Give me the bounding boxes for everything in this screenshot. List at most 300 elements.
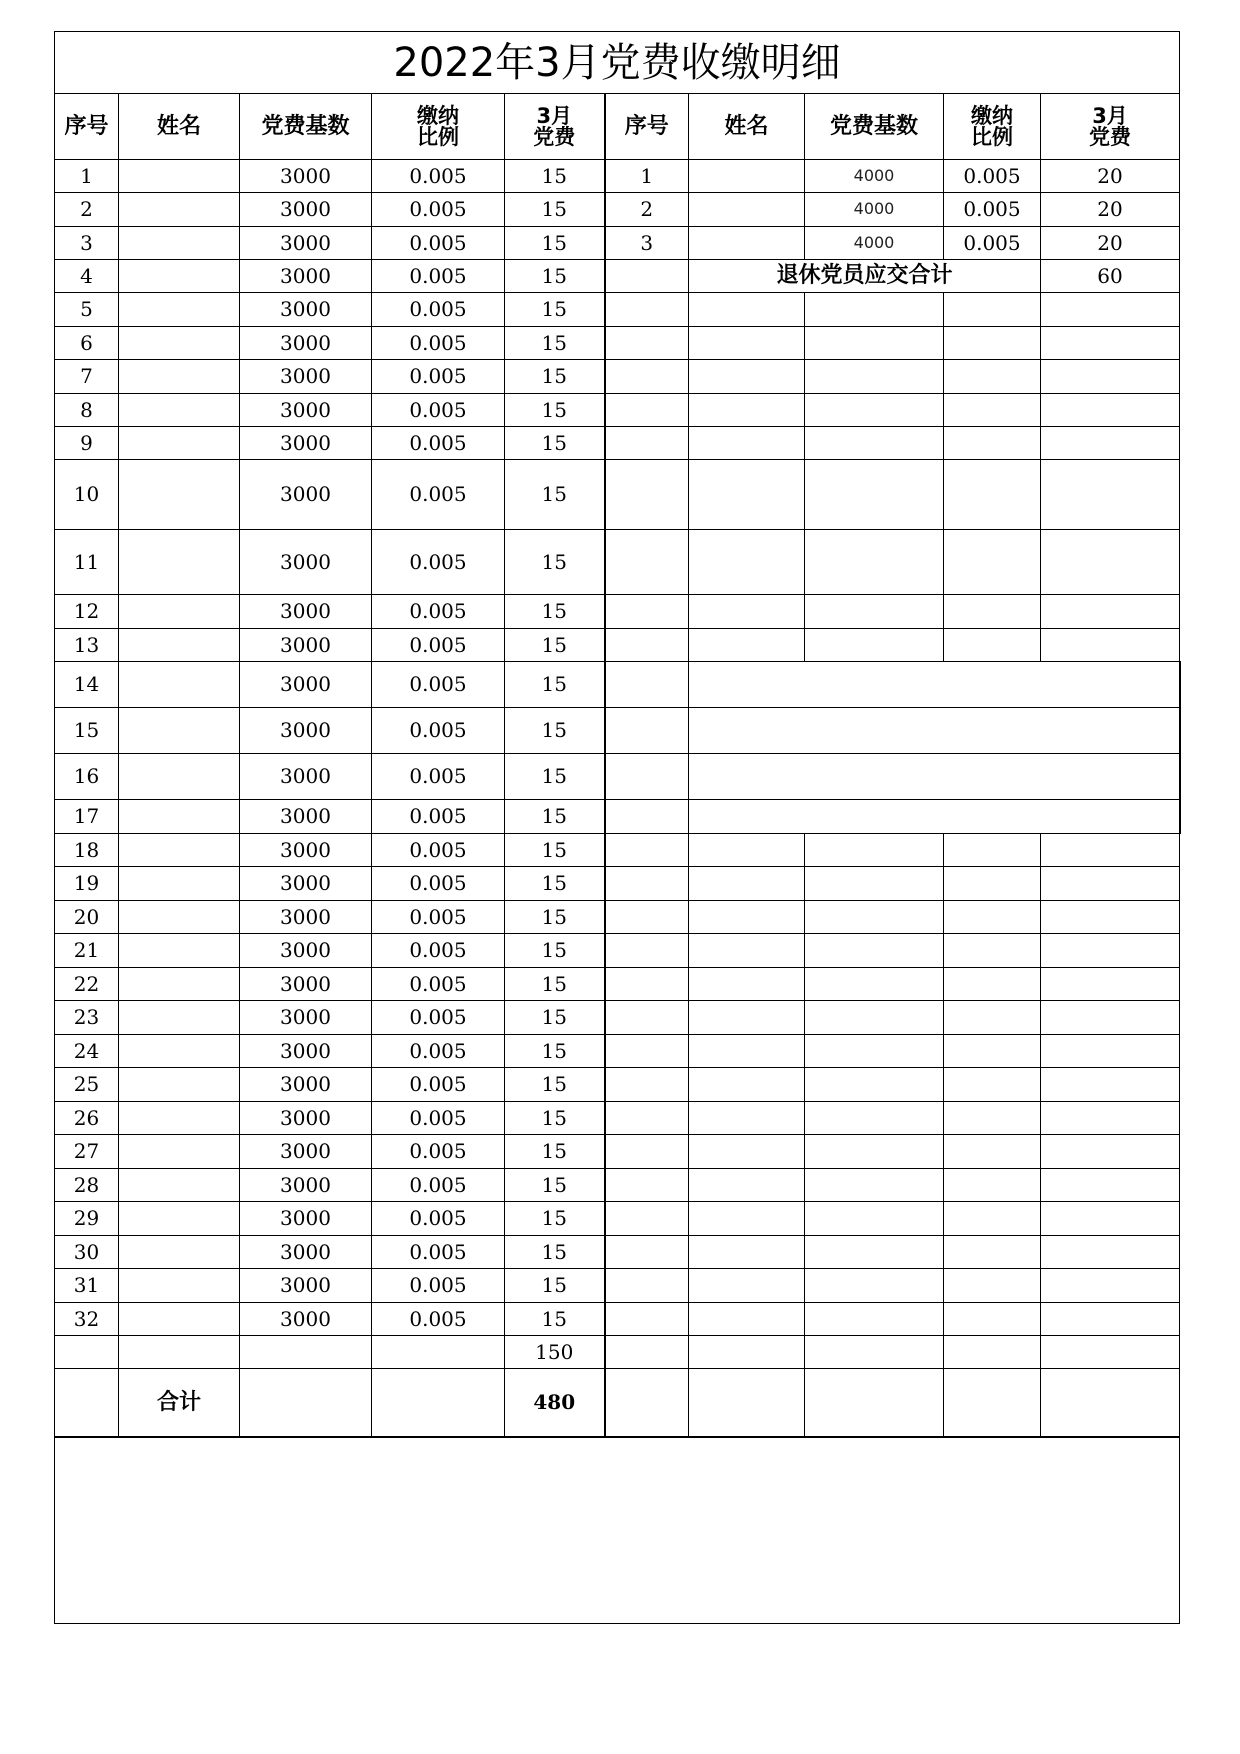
cell-name-right[interactable] <box>689 1303 805 1336</box>
merged-blank-cell <box>689 708 1180 754</box>
cell-base: 3000 <box>240 293 372 327</box>
cell-fee: 15 <box>505 934 605 968</box>
total-blank <box>240 1369 372 1437</box>
cell-name[interactable] <box>119 1102 240 1135</box>
cell-name-right[interactable] <box>689 530 805 595</box>
cell-fee-right: 20 <box>1041 160 1180 193</box>
cell-ratio: 0.005 <box>372 160 505 193</box>
cell-base: 3000 <box>240 708 372 754</box>
cell-base-right <box>805 1068 944 1102</box>
cell-base-right <box>805 934 944 968</box>
cell-name-right[interactable] <box>689 160 805 193</box>
cell-ratio-right <box>944 1035 1041 1068</box>
cell-fee-right <box>1041 530 1180 595</box>
cell-seq: 16 <box>55 754 119 800</box>
cell-name[interactable] <box>119 595 240 629</box>
cell-base: 3000 <box>240 662 372 708</box>
cell-seq-right <box>605 530 689 595</box>
cell-ratio-right <box>944 293 1041 327</box>
cell-ratio: 0.005 <box>372 1068 505 1102</box>
cell-ratio-right <box>944 968 1041 1001</box>
cell-base: 3000 <box>240 1135 372 1169</box>
cell-ratio-right <box>944 1068 1041 1102</box>
cell-fee-right <box>1041 834 1180 867</box>
cell-seq: 22 <box>55 968 119 1001</box>
table-row <box>55 800 1181 834</box>
cell-ratio: 0.005 <box>372 193 505 227</box>
cell-name-right[interactable] <box>689 360 805 394</box>
subtotal-blank <box>372 1336 505 1369</box>
cell-name-right[interactable] <box>689 1202 805 1236</box>
header-fee-right-line1: 3月 <box>1092 103 1128 128</box>
cell-name-right[interactable] <box>689 1236 805 1269</box>
table-row <box>55 327 1181 360</box>
cell-fee-right <box>1041 968 1180 1001</box>
header-ratio-right-line1: 缴纳 <box>971 103 1013 128</box>
cell-ratio: 0.005 <box>372 1236 505 1269</box>
cell-name-right[interactable] <box>689 394 805 427</box>
subtotal-blank <box>689 1336 805 1369</box>
cell-seq-right <box>605 360 689 394</box>
cell-fee: 15 <box>505 1202 605 1236</box>
cell-name-right[interactable] <box>689 293 805 327</box>
cell-fee: 15 <box>505 530 605 595</box>
cell-seq-right <box>605 595 689 629</box>
cell-name-right[interactable] <box>689 460 805 530</box>
cell-seq-right <box>605 834 689 867</box>
header-row <box>55 94 1181 160</box>
cell-name[interactable] <box>119 293 240 327</box>
cell-fee: 15 <box>505 595 605 629</box>
cell-seq: 25 <box>55 1068 119 1102</box>
cell-fee-right <box>1041 1202 1180 1236</box>
header-name: 姓名 <box>119 94 240 160</box>
subtotal-blank <box>55 1336 119 1369</box>
cell-ratio: 0.005 <box>372 901 505 934</box>
cell-name[interactable] <box>119 1135 240 1169</box>
total-label: 合计 <box>119 1369 240 1437</box>
cell-base-right <box>805 293 944 327</box>
cell-name[interactable] <box>119 160 240 193</box>
cell-name-right[interactable] <box>689 327 805 360</box>
table-row <box>55 1303 1181 1336</box>
cell-base: 3000 <box>240 1303 372 1336</box>
table-row <box>55 530 1181 595</box>
cell-base: 3000 <box>240 968 372 1001</box>
cell-seq-right: 1 <box>605 160 689 193</box>
subtotal-blank <box>605 1336 689 1369</box>
cell-name[interactable] <box>119 834 240 867</box>
cell-name-right[interactable] <box>689 1269 805 1303</box>
cell-base-right <box>805 867 944 901</box>
notes-area[interactable] <box>55 1437 1180 1624</box>
cell-seq-right <box>605 1236 689 1269</box>
total-value: 480 <box>505 1369 605 1437</box>
table-row <box>55 867 1181 901</box>
table-row <box>55 934 1181 968</box>
cell-name-right[interactable] <box>689 595 805 629</box>
cell-base: 3000 <box>240 595 372 629</box>
cell-ratio: 0.005 <box>372 227 505 260</box>
cell-seq-right <box>605 394 689 427</box>
cell-name[interactable] <box>119 800 240 834</box>
cell-ratio: 0.005 <box>372 867 505 901</box>
cell-fee: 15 <box>505 834 605 867</box>
cell-name-right[interactable] <box>689 1102 805 1135</box>
cell-fee: 15 <box>505 160 605 193</box>
cell-seq: 8 <box>55 394 119 427</box>
cell-base-right <box>805 1269 944 1303</box>
cell-base-right: 4000 <box>805 193 944 227</box>
header-name-right: 姓名 <box>689 94 805 160</box>
subtotal-blank <box>944 1336 1041 1369</box>
cell-name[interactable] <box>119 708 240 754</box>
table-row <box>55 754 1181 800</box>
cell-seq-right <box>605 1202 689 1236</box>
table-row <box>55 227 1181 260</box>
cell-name-right[interactable] <box>689 1169 805 1202</box>
table-row <box>55 293 1181 327</box>
cell-fee-right <box>1041 1102 1180 1135</box>
cell-seq: 24 <box>55 1035 119 1068</box>
merged-blank-cell <box>689 800 1180 834</box>
cell-base-right <box>805 360 944 394</box>
cell-fee: 15 <box>505 1269 605 1303</box>
cell-base: 3000 <box>240 1035 372 1068</box>
cell-name[interactable] <box>119 968 240 1001</box>
cell-base: 3000 <box>240 934 372 968</box>
cell-ratio: 0.005 <box>372 1135 505 1169</box>
cell-base: 3000 <box>240 1236 372 1269</box>
cell-base: 3000 <box>240 260 372 293</box>
cell-seq: 2 <box>55 193 119 227</box>
cell-name[interactable] <box>119 530 240 595</box>
cell-ratio: 0.005 <box>372 327 505 360</box>
table-row <box>55 662 1181 708</box>
cell-name[interactable] <box>119 1001 240 1035</box>
cell-base-right: 4000 <box>805 160 944 193</box>
cell-name-right[interactable] <box>689 934 805 968</box>
table-row <box>55 160 1181 193</box>
cell-seq-right <box>605 1135 689 1169</box>
cell-base-right <box>805 394 944 427</box>
cell-base-right <box>805 530 944 595</box>
cell-base: 3000 <box>240 1202 372 1236</box>
table-row <box>55 1169 1181 1202</box>
cell-name-right[interactable] <box>689 1135 805 1169</box>
cell-base: 3000 <box>240 1001 372 1035</box>
cell-ratio-right: 0.005 <box>944 160 1041 193</box>
cell-name[interactable] <box>119 460 240 530</box>
cell-fee-right <box>1041 595 1180 629</box>
cell-base: 3000 <box>240 394 372 427</box>
table-row <box>55 834 1181 867</box>
cell-name-right[interactable] <box>689 629 805 662</box>
table-row <box>55 1102 1181 1135</box>
subtotal-row <box>55 1336 1181 1369</box>
cell-base-right <box>805 1303 944 1336</box>
cell-fee-right <box>1041 427 1180 460</box>
merged-blank-cell <box>689 754 1180 800</box>
cell-ratio: 0.005 <box>372 394 505 427</box>
cell-name[interactable] <box>119 1202 240 1236</box>
cell-fee-right: 20 <box>1041 227 1180 260</box>
cell-seq: 19 <box>55 867 119 901</box>
cell-seq-right <box>605 754 689 800</box>
cell-base-right <box>805 595 944 629</box>
cell-seq-right <box>605 968 689 1001</box>
cell-base-right <box>805 1035 944 1068</box>
cell-fee-right <box>1041 1035 1180 1068</box>
cell-seq-right <box>605 800 689 834</box>
header-base-right: 党费基数 <box>805 94 944 160</box>
cell-base-right <box>805 427 944 460</box>
header-seq: 序号 <box>55 94 119 160</box>
cell-name-right[interactable] <box>689 901 805 934</box>
cell-seq: 4 <box>55 260 119 293</box>
cell-seq-right <box>605 662 689 708</box>
cell-fee-right <box>1041 934 1180 968</box>
cell-ratio: 0.005 <box>372 360 505 394</box>
cell-name[interactable] <box>119 193 240 227</box>
cell-base: 3000 <box>240 530 372 595</box>
cell-name-right[interactable] <box>689 1068 805 1102</box>
cell-name[interactable] <box>119 427 240 460</box>
cell-base: 3000 <box>240 227 372 260</box>
cell-name[interactable] <box>119 662 240 708</box>
cell-name-right[interactable] <box>689 1035 805 1068</box>
cell-fee-right <box>1041 867 1180 901</box>
cell-base-right <box>805 460 944 530</box>
cell-name-right[interactable] <box>689 834 805 867</box>
cell-name[interactable] <box>119 901 240 934</box>
header-fee-right-line2: 党费 <box>1089 124 1131 149</box>
cell-seq-right <box>605 260 689 293</box>
cell-seq: 32 <box>55 1303 119 1336</box>
cell-base: 3000 <box>240 629 372 662</box>
cell-seq-right <box>605 629 689 662</box>
retired-total-value: 60 <box>1041 260 1180 293</box>
cell-ratio-right <box>944 1202 1041 1236</box>
cell-base: 3000 <box>240 754 372 800</box>
cell-seq-right <box>605 427 689 460</box>
cell-fee: 15 <box>505 800 605 834</box>
cell-name-right[interactable] <box>689 867 805 901</box>
cell-ratio: 0.005 <box>372 754 505 800</box>
cell-base: 3000 <box>240 460 372 530</box>
cell-ratio-right <box>944 629 1041 662</box>
total-blank <box>605 1369 689 1437</box>
cell-ratio-right <box>944 1169 1041 1202</box>
cell-ratio: 0.005 <box>372 1035 505 1068</box>
table-row <box>55 1236 1181 1269</box>
cell-ratio: 0.005 <box>372 834 505 867</box>
cell-name[interactable] <box>119 1303 240 1336</box>
cell-ratio: 0.005 <box>372 708 505 754</box>
subtotal-blank <box>1041 1336 1180 1369</box>
cell-name[interactable] <box>119 1169 240 1202</box>
cell-seq-right <box>605 1001 689 1035</box>
cell-name[interactable] <box>119 227 240 260</box>
cell-base-right <box>805 901 944 934</box>
table-row <box>55 1068 1181 1102</box>
cell-fee-right <box>1180 662 1181 708</box>
cell-ratio: 0.005 <box>372 1269 505 1303</box>
cell-fee: 15 <box>505 1135 605 1169</box>
cell-fee: 15 <box>505 360 605 394</box>
cell-ratio: 0.005 <box>372 595 505 629</box>
cell-base-right <box>805 1135 944 1169</box>
cell-seq: 5 <box>55 293 119 327</box>
retired-total-label: 退休党员应交合计 <box>689 260 1041 293</box>
merged-blank-cell <box>689 662 1180 708</box>
cell-base-right <box>805 1169 944 1202</box>
cell-base: 3000 <box>240 193 372 227</box>
cell-seq-right <box>605 867 689 901</box>
cell-ratio: 0.005 <box>372 968 505 1001</box>
cell-name-right[interactable] <box>689 1001 805 1035</box>
cell-fee: 15 <box>505 394 605 427</box>
cell-ratio-right <box>944 327 1041 360</box>
cell-ratio-right <box>944 394 1041 427</box>
cell-fee-right <box>1041 1001 1180 1035</box>
cell-name-right[interactable] <box>689 227 805 260</box>
cell-fee: 15 <box>505 1035 605 1068</box>
cell-fee-right <box>1041 394 1180 427</box>
cell-name[interactable] <box>119 1269 240 1303</box>
header-fee <box>505 94 605 160</box>
cell-fee: 15 <box>505 260 605 293</box>
cell-fee: 15 <box>505 1001 605 1035</box>
cell-name[interactable] <box>119 1068 240 1102</box>
cell-name-right[interactable] <box>689 427 805 460</box>
cell-name[interactable] <box>119 360 240 394</box>
cell-ratio: 0.005 <box>372 629 505 662</box>
cell-seq: 28 <box>55 1169 119 1202</box>
total-blank <box>944 1369 1041 1437</box>
cell-fee: 15 <box>505 867 605 901</box>
party-fee-table <box>54 31 1181 1624</box>
header-fee-line2: 党费 <box>533 124 576 149</box>
cell-fee: 15 <box>505 460 605 530</box>
table-row <box>55 394 1181 427</box>
cell-base: 3000 <box>240 867 372 901</box>
cell-seq-right <box>605 1269 689 1303</box>
cell-name[interactable] <box>119 394 240 427</box>
cell-ratio-right <box>944 834 1041 867</box>
table-row <box>55 1269 1181 1303</box>
header-ratio-right-line2: 比例 <box>971 124 1013 149</box>
cell-ratio-right: 0.005 <box>944 227 1041 260</box>
cell-seq: 11 <box>55 530 119 595</box>
cell-seq: 31 <box>55 1269 119 1303</box>
cell-name[interactable] <box>119 867 240 901</box>
cell-ratio-right <box>944 1236 1041 1269</box>
cell-seq: 23 <box>55 1001 119 1035</box>
cell-name[interactable] <box>119 629 240 662</box>
cell-fee-right <box>1180 754 1181 800</box>
table-row <box>55 427 1181 460</box>
cell-seq-right <box>605 1102 689 1135</box>
cell-ratio-right <box>944 1001 1041 1035</box>
cell-seq: 18 <box>55 834 119 867</box>
cell-seq: 12 <box>55 595 119 629</box>
cell-ratio: 0.005 <box>372 427 505 460</box>
cell-base: 3000 <box>240 1269 372 1303</box>
cell-ratio: 0.005 <box>372 1169 505 1202</box>
cell-name[interactable] <box>119 934 240 968</box>
total-blank <box>372 1369 505 1437</box>
subtotal-blank <box>240 1336 372 1369</box>
cell-name[interactable] <box>119 327 240 360</box>
header-base: 党费基数 <box>240 94 372 160</box>
cell-fee: 15 <box>505 901 605 934</box>
total-blank <box>805 1369 944 1437</box>
cell-seq-right <box>605 327 689 360</box>
cell-name[interactable] <box>119 1236 240 1269</box>
cell-seq-right <box>605 1068 689 1102</box>
cell-fee-right <box>1041 360 1180 394</box>
cell-base-right <box>805 327 944 360</box>
cell-ratio: 0.005 <box>372 260 505 293</box>
cell-name-right[interactable] <box>689 968 805 1001</box>
cell-base: 3000 <box>240 901 372 934</box>
table-row <box>55 1135 1181 1169</box>
notes-row <box>55 1437 1181 1624</box>
cell-ratio-right <box>944 460 1041 530</box>
cell-seq: 1 <box>55 160 119 193</box>
header-ratio <box>372 94 505 160</box>
header-seq-right: 序号 <box>605 94 689 160</box>
cell-name-right[interactable] <box>689 193 805 227</box>
cell-seq-right <box>605 1169 689 1202</box>
cell-seq: 3 <box>55 227 119 260</box>
cell-name[interactable] <box>119 754 240 800</box>
cell-ratio-right <box>944 427 1041 460</box>
cell-name[interactable] <box>119 260 240 293</box>
cell-seq-right <box>605 901 689 934</box>
cell-fee-right <box>1041 327 1180 360</box>
cell-base-right: 4000 <box>805 227 944 260</box>
total-row <box>55 1369 1181 1437</box>
cell-seq: 9 <box>55 427 119 460</box>
cell-seq: 7 <box>55 360 119 394</box>
cell-seq-right <box>605 293 689 327</box>
cell-name[interactable] <box>119 1035 240 1068</box>
cell-ratio: 0.005 <box>372 1102 505 1135</box>
cell-seq: 6 <box>55 327 119 360</box>
cell-fee: 15 <box>505 1169 605 1202</box>
cell-fee-right <box>1041 1269 1180 1303</box>
header-fee-right <box>1041 94 1180 160</box>
cell-fee-right <box>1041 1135 1180 1169</box>
cell-ratio-right <box>944 1269 1041 1303</box>
cell-fee-right <box>1041 1068 1180 1102</box>
cell-fee: 15 <box>505 708 605 754</box>
cell-ratio-right <box>944 1303 1041 1336</box>
cell-ratio: 0.005 <box>372 1303 505 1336</box>
cell-base-right <box>805 1102 944 1135</box>
total-blank <box>55 1369 119 1437</box>
cell-fee-right <box>1041 1169 1180 1202</box>
table-row <box>55 708 1181 754</box>
cell-ratio: 0.005 <box>372 934 505 968</box>
cell-base-right <box>805 1001 944 1035</box>
cell-ratio-right <box>944 1102 1041 1135</box>
cell-ratio: 0.005 <box>372 530 505 595</box>
cell-base: 3000 <box>240 327 372 360</box>
cell-seq: 13 <box>55 629 119 662</box>
